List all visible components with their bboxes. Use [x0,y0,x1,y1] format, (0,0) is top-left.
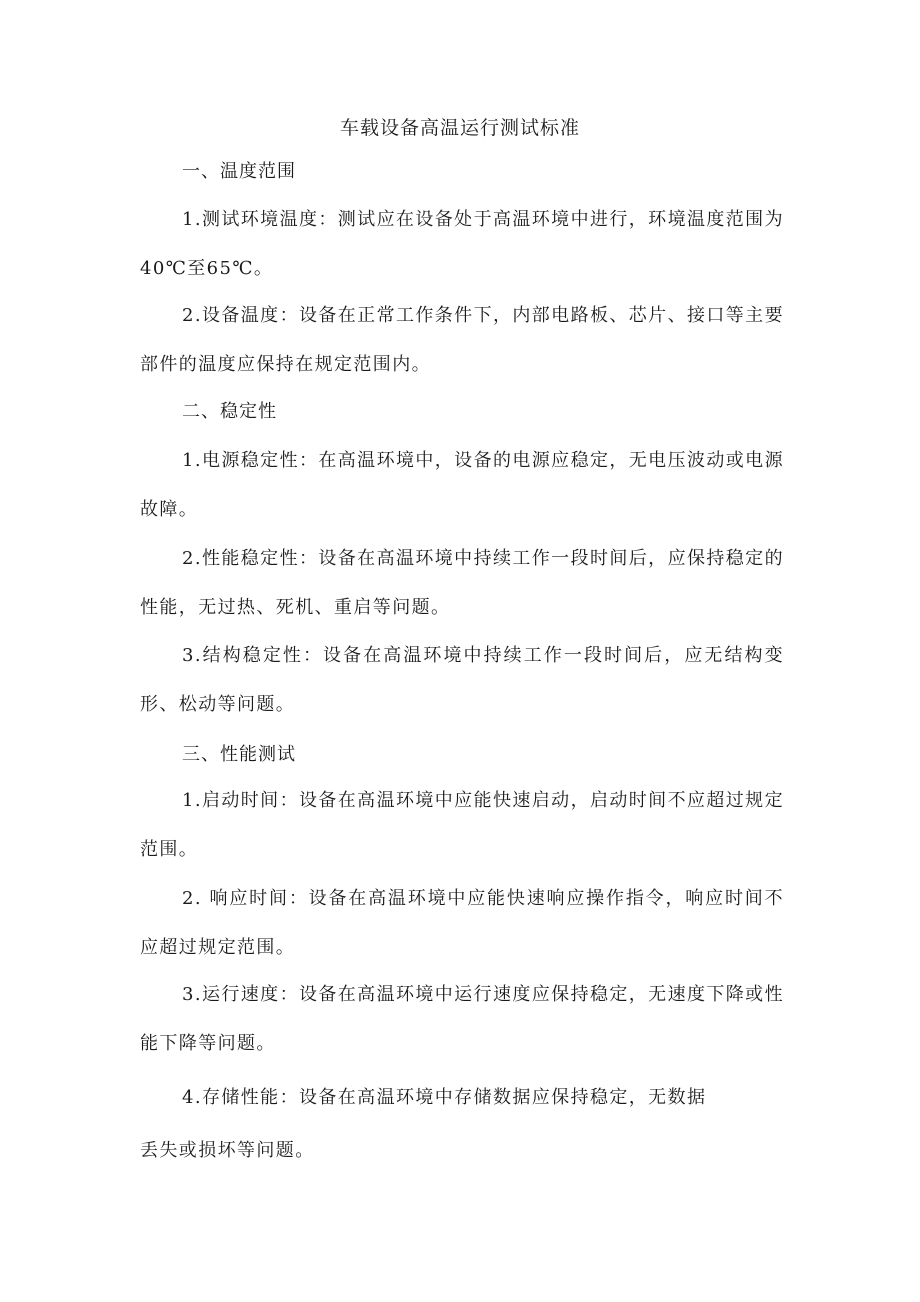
paragraph-startup-time: 1.启动时间：设备在高温环境中应能快速启动，启动时间不应超过规定范围。 [140,790,784,860]
paragraph-response-time: 2. 响应时间：设备在高温环境中应能快速响应操作指令，响应时间不应超过规定范围。 [140,888,784,958]
section-heading-stability: 二、稳定性 [182,401,277,422]
paragraph-run-speed: 3.运行速度：设备在高温环境中运行速度应保持稳定，无速度下降或性能下降等问题。 [140,984,784,1054]
paragraph-storage-performance-line1: 4.存储性能：设备在高温环境中存储数据应保持稳定，无数据 [182,1087,707,1108]
section-heading-temperature: 一、温度范围 [182,161,296,182]
paragraph-structure-stability: 3.结构稳定性：设备在高温环境中持续工作一段时间后，应无结构变形、松动等问题。 [140,645,784,715]
paragraph-storage-performance-line2: 丢失或损坏等问题。 [140,1140,315,1161]
paragraph-device-temperature: 2.设备温度：设备在正常工作条件下，内部电路板、芯片、接口等主要部件的温度应保持在规定范围内。 [140,305,784,375]
section-heading-performance: 三、性能测试 [182,744,296,765]
paragraph-performance-stability: 2.性能稳定性：设备在高温环境中持续工作一段时间后，应保持稳定的性能，无过热、死机、重启等问题。 [140,548,784,618]
document-title: 车载设备高温运行测试标准 [339,117,580,139]
paragraph-power-stability: 1.电源稳定性：在高温环境中，设备的电源应稳定，无电压波动或电源故障。 [140,450,784,520]
paragraph-test-env-temperature: 1.测试环境温度：测试应在设备处于高温环境中进行，环境温度范围为40℃至65℃。 [140,209,784,279]
